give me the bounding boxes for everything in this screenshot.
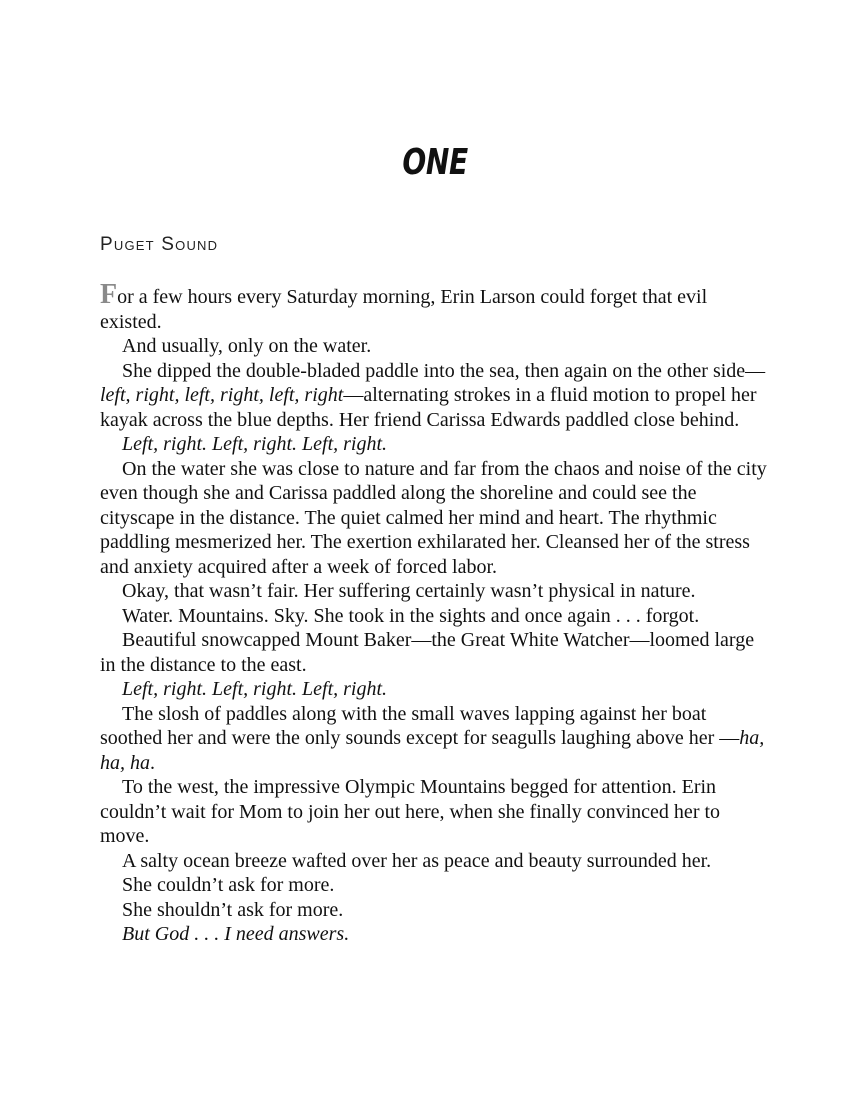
paragraph-3-part-a: She dipped the double-bladed paddle into the sea, then again on the other side— xyxy=(122,359,766,382)
paragraph-1-text: or a few hours every Saturday morning, Erin Larson could forget that evil existed. xyxy=(100,286,708,333)
paragraph-14: She shouldn’t ask for more. xyxy=(122,898,344,921)
paragraph-3-part-c: —alternating strokes in a fluid motion to propel her kayak across the blue depths. Her friend Carissa Edwards paddled close behind. xyxy=(100,384,757,431)
paragraph-10-part-c: . xyxy=(150,751,155,774)
paragraph-3-italic: left, right, left, right, left, right xyxy=(100,384,344,406)
paragraph-3 xyxy=(100,359,768,433)
chapter-title: ONE xyxy=(402,142,468,183)
chapter-location: Puget Sound xyxy=(100,234,219,255)
chapter-body xyxy=(100,279,768,947)
paragraph-4: Left, right. Left, right. Left, right. xyxy=(122,433,388,455)
paragraph-11: To the west, the impressive Olympic Mountains begged for attention. Erin couldn’t wait for Mom to join her out here, when she finally convinced her to move. xyxy=(100,776,721,847)
paragraph-15: But God . . . I need answers. xyxy=(122,923,350,945)
paragraph-10-italic: ha, ha, ha xyxy=(100,727,765,774)
paragraph-5: On the water she was close to nature and far from the chaos and noise of the city even though she and Carissa paddled along the shoreline and could see the cityscape in the distance. The quiet calmed her mind and heart. The rhythmic paddling mesmerized her. The exertion exhilarated her. Cleansed her of the stress and anxiety acquired after a week of forced labor. xyxy=(100,457,767,578)
paragraph-12: A salty ocean breeze wafted over her as peace and beauty surrounded her. xyxy=(122,849,712,872)
paragraph-7: Water. Mountains. Sky. She took in the sights and once again . . . forgot. xyxy=(122,604,700,627)
paragraph-2: And usually, only on the water. xyxy=(122,335,372,357)
paragraph-9: Left, right. Left, right. Left, right. xyxy=(122,678,388,700)
paragraph-8: Beautiful snowcapped Mount Baker—the Great White Watcher—loomed large in the distance to the east. xyxy=(100,629,755,676)
paragraph-10-part-a: The slosh of paddles along with the small waves lapping against her boat soothed her and were the only sounds except for seagulls laughing above her — xyxy=(100,702,740,749)
drop-cap: F xyxy=(100,279,118,310)
paragraph-10 xyxy=(100,702,768,776)
paragraph-1 xyxy=(100,279,768,334)
paragraph-13: She couldn’t ask for more. xyxy=(122,874,335,896)
paragraph-6: Okay, that wasn’t fair. Her suffering certainly wasn’t physical in nature. xyxy=(122,580,696,602)
